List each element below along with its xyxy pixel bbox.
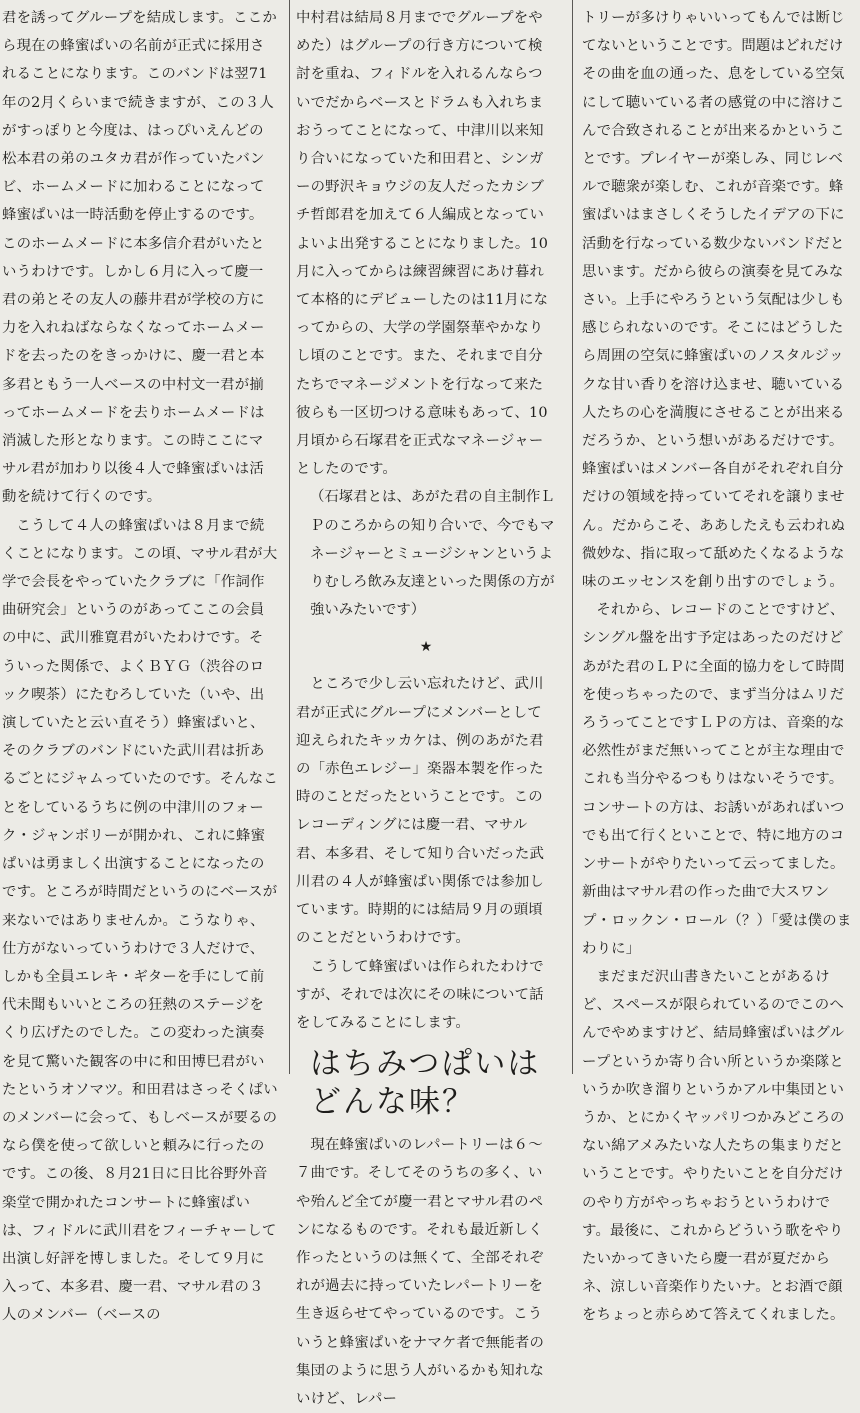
article-column-1 (2, 4, 278, 1330)
section-separator: ★ (419, 639, 433, 656)
section-heading (310, 1045, 556, 1121)
paragraph: トリーが多けりゃいいってもんでは断じてないということです。問題はどれだけその曲を血の通った、息をしている空気にして聴いている者の感覚の中に溶けこんで合致されることが出来るかということです。プレイヤーが楽しみ、同じレベルで聴衆が楽しむ、これが音楽です。蜂蜜ぱいはまさしくそうしたイデアの下に活動を行なっている数少ないバンドだと思います。だから彼らの演奏を見てみなさい。上手にやろうという気配は少しも感じられないのです。そこにはどうしたら周囲の空気に蜂蜜ぱいのノスタルジックな甘い香りを溶け込ませ、聴いている人たちの心を満腹にさせることが出来るだろうか、という想いがあるだけです。蜂蜜ぱいはメンバー各自がそれぞれ自分だけの領域を持っていてそれを譲りません。だからこそ、ああしたえも云われぬ微妙な、指に取って舐めたくなるような味のエッセンスを創り出すのでしょう。 (582, 10, 846, 591)
aside-note: （石塚君とは、あがた君の自主制作ＬＰのころからの知り合いで、今でもマネージャーとミュージシャンというよりむしろ飲み友達といった関係の方が強いみたいです） (310, 489, 555, 619)
paragraph: 君を誘ってグループを結成します。ここから現在の蜂蜜ぱいの名前が正式に採用されることになります。このバンドは翌71年の2月くらいまで続きますが、この３人がすっぽりと今度は、はっぴいえんどの松本君の弟のユタカ君が作っていたバンビ、ホームメードに加わることになって蜂蜜ぱいは一時活動を停止するのです。このホームメードに本多信介君がいたというわけです。しかし６月に入って慶一君の弟とその友人の藤井君が学校の方に力を入れねばならなくなってホームメードを去ったのをきっかけに、慶一君と本多君ともう一人ベースの中村文一君が揃ってホームメードを去りホームメードは消滅した形となります。この時ここにマサル君が加わり以後４人で蜂蜜ぱいは活動を続けて行くのです。 (2, 10, 277, 506)
paragraph: 中村君は結局８月まででグループをやめた）はグループの行き方について検討を重ね、フィドルを入れるんならついでだからベースとドラムも入れちまおうってことになって、中津川以来知り合いになっていた和田君と、シンガーの野沢キョウジの友人だったカシブチ哲郎君を加えて６人編成となっていよいよ出発することになりました。10月に入ってからは練習練習にあけ暮れて本格的にデビューしたのは11月になってからの、大学の学園祭華やかなりし頃のことです。また、それまで自分たちでマネージメントを行なって来た彼らも一区切つける意味もあって、10月頃から石塚君を正式なマネージャーとしたのです。 (296, 10, 549, 478)
article-column-2 (296, 4, 556, 1413)
paragraph: こうして４人の蜂蜜ぱいは８月まで続くことになります。この頃、マサル君が大学で会長をやっていたクラブに「作詞作曲研究会」というのがあってここの会員の中に、武川雅寛君がいたわけです。そういった関係で、よくＢＹＧ（渋谷のロック喫茶）にたむろしていた（いや、出演していたと云い直そう）蜂蜜ぱいと、そのクラブのバンドにいた武川君は折あるごとにジャムっていたのです。そんなことをしているうちに例の中津川のフォーク・ジャンボリーが開かれ、これに蜂蜜ぱいは勇ましく出演することになったのです。ところが時間だというのにベースが来ないではありませんか。こうなりゃ、仕方がないっていうわけで３人だけで、しかも全員エレキ・ギターを手にして前代未聞もいいところの狂熱のステージをくり広げたのでした。この変わった演奏を見て驚いた観客の中に和田博巳君がいたというオソマツ。和田君はさっそくぱいのメンバーに会って、もしベースが要るのなら僕を使って欲しいと頼みに行ったのです。この後、８月21日に日比谷野外音楽堂で開かれたコンサートに蜂蜜ぱいは、フィドルに武川君をフィーチャーして出演し好評を博しました。そして９月に入って、本多君、慶一君、マサル君の３人のメンバー（ベースの (2, 517, 278, 1324)
paragraph: ところで少し云い忘れたけど、武川君が正式にグループにメンバーとして迎えられたキッカケは、例のあがた君の「赤色エレジー」楽器本製を作った時のことだったということです。このレコーディングには慶一君、マサル君、本多君、そして知り合いだった武川君の４人が蜂蜜ぱい関係では参加しています。時期的には結局９月の頭頃のことだというわけです。 (296, 676, 545, 947)
column-divider (289, 0, 290, 1074)
paragraph: 現在蜂蜜ぱいのレパートリーは６〜７曲です。そしてそのうちの多く、いや殆んど全てが慶一君とマサル君のペンになるものです。それも最近新しく作ったというのは無くて、全部それぞれが過去に持っていたレパートリーを生き返らせてやっているのです。こういうと蜂蜜ぱいをナマケ者で無能者の集団のように思う人がいるかも知れないけど、レパー (296, 1137, 545, 1407)
article-column-3 (582, 4, 852, 1330)
paragraph: まだまだ沢山書きたいことがあるけど、スペースが限られているのでこのへんでやめますけど、結局蜂蜜ぱいはグループというか寄り合い所というか楽隊というか吹き溜りというかアル中集団というか、とにかくヤッパリつかみどころのない綿アメみたいな人たちの集まりだということです。やりたいことを自分だけのやり方がやっちゃおうというわけです。最後に、これからどういう歌をやりたいかってきいたら慶一君が夏だからネ、涼しい音楽作りたいナ。とお酒で顔をちょっと赤らめて答えてくれました。 (582, 968, 845, 1324)
paragraph: こうして蜂蜜ぱいは作られたわけですが、それでは次にその味について話をしてみることにします。 (296, 958, 544, 1031)
column-divider (572, 0, 573, 1074)
paragraph: それから、レコードのことですけど、シングル盤を出す予定はあったのだけどあがた君のＬＰに全面的協力をして時間を使っちゃったので、まず当分はムリだろうってことですＬＰの方は、音楽的な必然性がまだ無いってことが主な理由でこれも当分やるつもりはないそうです。コンサートの方は、お誘いがあればいつでも出て行くといことで、特に地方のコンサートがやりたいって云ってました。新曲はマサル君の作った曲で大スワンプ・ロックン・ロール（？）「愛は僕のまわりに」 (582, 602, 852, 957)
section-heading-line: どんな味？ (310, 1084, 475, 1121)
section-heading-line: はちみつぱいは (310, 1046, 541, 1083)
